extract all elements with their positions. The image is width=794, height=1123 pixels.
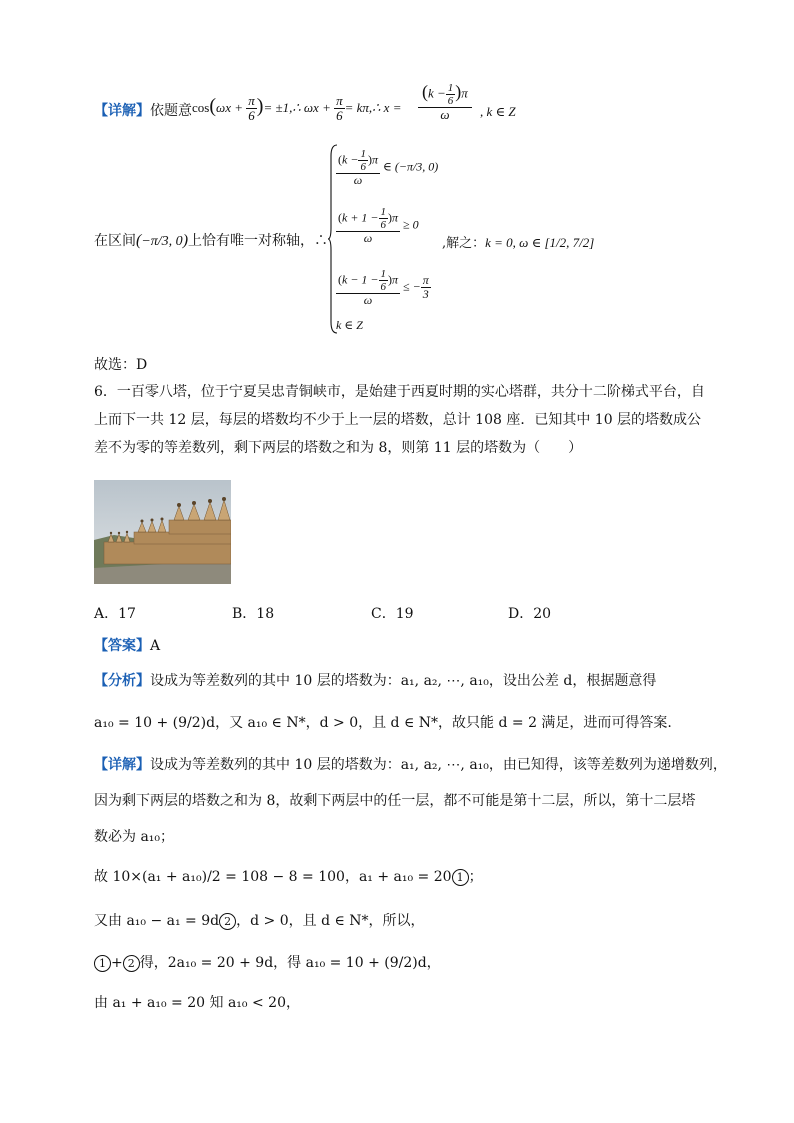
analysis-line-1: 【分析】设成为等差数列的其中 10 层的塔数为：a₁, a₂, ⋯, a₁₀，设出公差 d，根据题意得 bbox=[94, 673, 657, 689]
solution: ,解之：k = 0, ω ∈ [1/2, 7/2] bbox=[442, 235, 595, 251]
pi-over-6: $\frac{\pi}{6}$ bbox=[248, 93, 255, 124]
detail1-line bbox=[94, 100, 192, 120]
condition-3: (k − 1 − $\frac{1}{6}$ )π ω ≤ − $\frac{\pi}{3}$ bbox=[338, 268, 429, 308]
detail2-line-6: 1 + 2 得，2a₁₀ = 20 + 9d，得 a₁₀ = 10 + (9/2)d， bbox=[94, 952, 441, 972]
option-a: A．17 bbox=[94, 606, 136, 622]
circle-1-icon: 1 bbox=[94, 955, 111, 972]
detail-intro: 依题意 bbox=[150, 103, 192, 119]
condition-2: (k + 1 − $\frac{1}{6}$ )π ω ≥ 0 bbox=[338, 206, 419, 246]
condition-1: (k − $\frac{1}{6}$ )π ω ∈ (−π/3, 0) bbox=[338, 148, 439, 188]
question-text: 6．一百零八塔，位于宁夏吴忠青铜峡市，是始建于西夏时期的实心塔群，共分十二阶梯式平台，自上而下一共 12 层，每层的塔数均不少于上一层的塔数，总计 108 座．已知其中 10 层的塔数成公差不为零的等差数列，剩下两层的塔数之和为 8，则第 11 层的塔数为（ ） bbox=[94, 384, 705, 456]
circle-2-icon: 2 bbox=[123, 955, 140, 972]
detail2-line-7: 由 a₁ + a₁₀ = 20 知 a₁₀ < 20， bbox=[94, 995, 300, 1011]
analysis-line-2: a₁₀ = 10 + (9/2)d，又 a₁₀ ∈ N*，d > 0，且 d ∈ N*，故只能 d = 2 满足，进而可得答案. bbox=[94, 715, 672, 731]
pagoda-photo bbox=[94, 480, 231, 584]
x-solution-fraction: (k − $\frac{1}{6}$ )π ω bbox=[418, 82, 472, 122]
option-b: B．18 bbox=[232, 606, 275, 622]
pagoda-image bbox=[94, 480, 231, 584]
option-d: D．20 bbox=[508, 606, 552, 622]
detail-tag: 【详解】 bbox=[94, 103, 150, 119]
detail2-line-2: 因为剩下两层的塔数之和为 8，故剩下两层中的任一层，都不可能是第十二层，所以，第十二层塔 bbox=[94, 793, 696, 809]
option-c: C．19 bbox=[371, 606, 414, 622]
detail2-line-4: 故 10×(a₁ + a₁₀)/2 = 108 − 8 = 100，a₁ + a₁₀ = 20 1 ； bbox=[94, 869, 483, 885]
cos-equation: cos(ωx + $\frac{\pi}{6}$ )= ±1,∴ ωx + $\frac{\pi}{6}$ = kπ,∴ x = bbox=[192, 93, 402, 124]
detail2-line-3: 数必为 a₁₀； bbox=[94, 829, 175, 845]
interval-line: 在区间(−π/3, 0)上恰有唯一对称轴，∴ bbox=[94, 232, 329, 249]
detail2-line-1: 【详解】设成为等差数列的其中 10 层的塔数为：a₁, a₂, ⋯, a₁₀，由已知得，该等差数列为递增数列， bbox=[94, 757, 727, 773]
choose-answer: 故选：D bbox=[94, 357, 148, 373]
circle-2-icon: 2 bbox=[219, 913, 236, 930]
detail2-line-5: 又由 a₁₀ − a₁ = 9d 2 ，d > 0，且 d ∈ N*，所以， bbox=[94, 913, 425, 929]
answer-line: 【答案】A bbox=[94, 638, 161, 654]
k-in-z: , k ∈ Z bbox=[480, 104, 516, 119]
circle-1-icon: 1 bbox=[452, 869, 469, 886]
condition-4: k ∈ Z bbox=[336, 318, 363, 332]
